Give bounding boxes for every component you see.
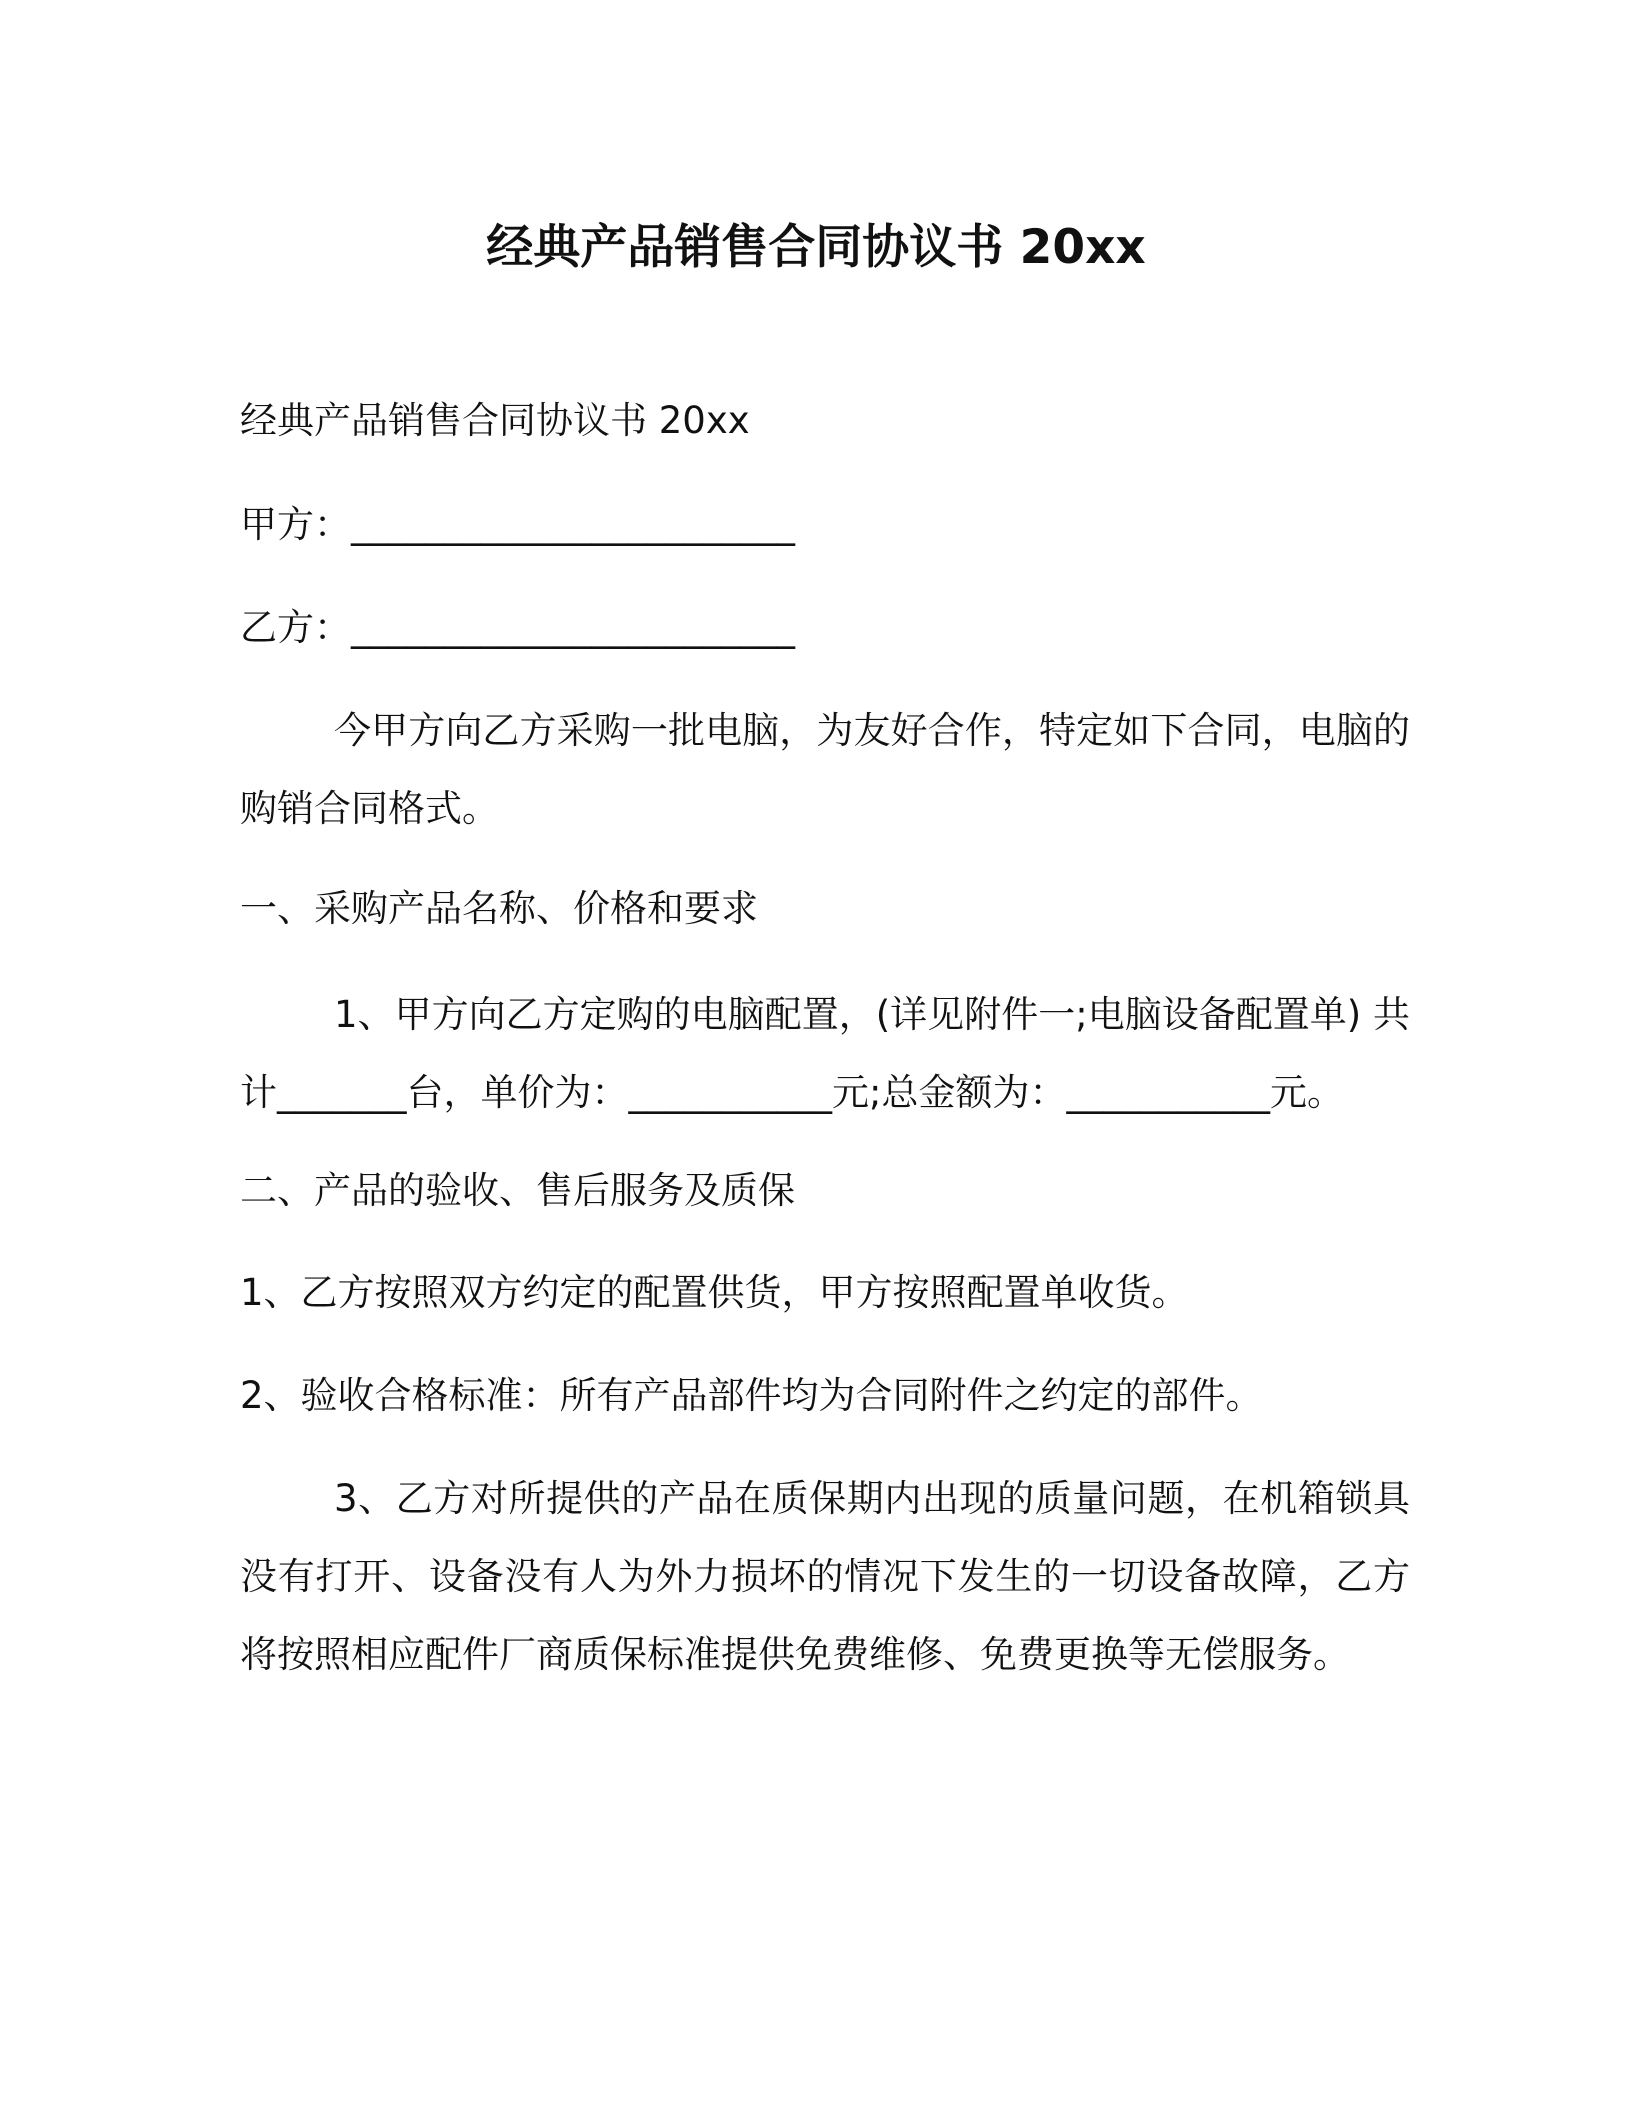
section-one-heading: 一、采购产品名称、价格和要求 <box>240 887 758 930</box>
clause-2-3: 3、乙方对所提供的产品在质保期内出现的质量问题，在机箱锁具没有打开、设备没有人为外力损坏的情况下发生的一切设备故障，乙方将按照相应配件厂商质保标准提供免费维修、免费更换等无偿服务。 <box>240 1477 1410 1676</box>
clause-2-1: 1、乙方按照双方约定的配置供货，甲方按照配置单收货。 <box>240 1271 1189 1314</box>
intro-paragraph: 今甲方向乙方采购一批电脑，为友好合作，特定如下合同，电脑的购销合同格式。 <box>240 709 1410 830</box>
subtitle-line: 经典产品销售合同协议书 20xx <box>240 399 750 442</box>
document-title: 经典产品销售合同协议书 20xx <box>486 220 1146 275</box>
clause-2-2: 2、验收合格标准：所有产品部件均为合同附件之约定的部件。 <box>240 1374 1263 1417</box>
clause-1-1: 1、甲方向乙方定购的电脑配置，(详见附件一;电脑设备配置单) 共计_______台，单价为：___________元;总金额为：___________元。 <box>240 993 1410 1114</box>
section-two-heading: 二、产品的验收、售后服务及质保 <box>240 1169 795 1212</box>
party-b-line: 乙方：________________________ <box>240 606 795 649</box>
party-a-line: 甲方：________________________ <box>240 503 795 546</box>
